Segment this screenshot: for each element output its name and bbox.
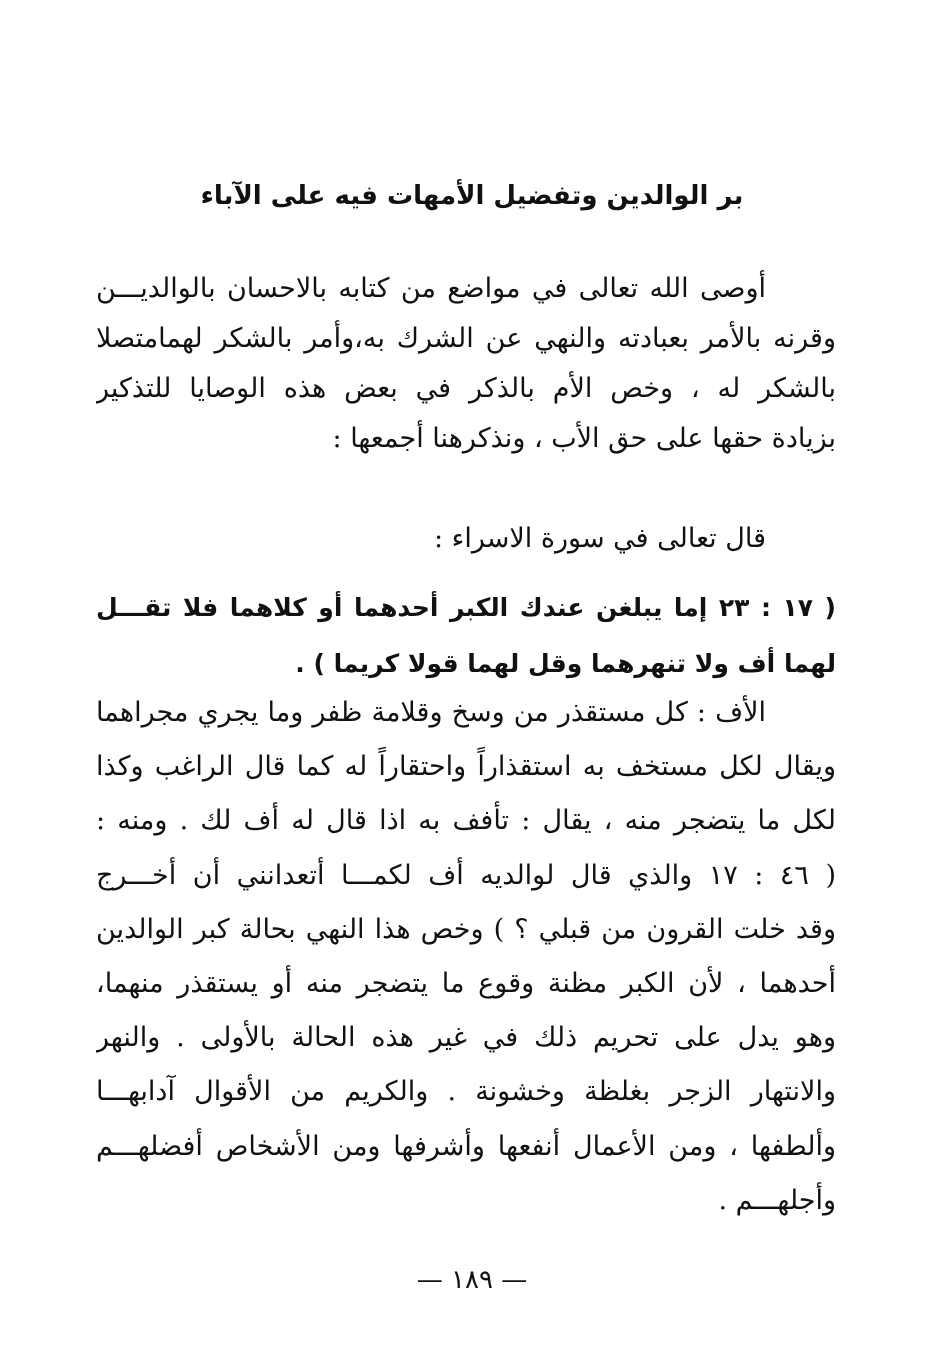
verse-line: لهما أف ولا تنهرهما وقل لهما قولا كريما ) . — [295, 649, 836, 678]
text-line: ( ٤٦ : ١٧ والذي قال لوالديه أف لكمـــا أتعدانني أن أخـــرج — [96, 859, 836, 891]
text-line: وأجلهـــم . — [718, 1184, 836, 1216]
explanation-paragraph — [96, 686, 836, 1228]
text-line: قال تعالى في سورة الاسراء : — [433, 523, 766, 554]
text-line: لكل ما يتضجر منه ، يقال : تأفف به اذا قال له أف لك . ومنه : — [96, 805, 836, 837]
page-title: بر الوالدين وتفضيل الأمهات فيه على الآباء — [200, 181, 744, 211]
quran-verse — [96, 580, 836, 692]
intro-paragraph — [96, 264, 836, 464]
text-line: وهو يدل على تحريم ذلك في غير هذه الحالة بالأولى . والنهر — [96, 1022, 836, 1054]
text-line: أوصى الله تعالى في مواضع من كتابه بالاحسان بالوالديـــن — [96, 273, 766, 304]
text-line: بزيادة حقها على حق الأب ، ونذكرهنا أجمعها : — [332, 423, 836, 454]
verse-line: ( ١٧ : ٢٣ إما يبلغن عندك الكبر أحدهما أو كلاهما فلا تقـــل — [96, 593, 836, 622]
text-line: ويقال لكل مستخف به استقذاراً واحتقاراً له كما قال الراغب وكذا — [96, 751, 836, 783]
quote-lead-paragraph — [96, 514, 836, 564]
text-line: أحدهما ، لأن الكبر مظنة وقوع ما يتضجر منه أو يستقذر منهما، — [96, 967, 836, 999]
page-number: — ١٨٩ — — [416, 1265, 528, 1295]
text-line: وألطفها ، ومن الأعمال أنفعها وأشرفها ومن الأشخاص أفضلهـــم — [96, 1130, 836, 1162]
text-line: والانتهار الزجر بغلظة وخشونة . والكريم من الأقوال آدابهـــا — [96, 1076, 836, 1108]
text-line: الأف : كل مستقذر من وسخ وقلامة ظفر وما يجري مجراهما — [96, 697, 766, 728]
text-line: وقد خلت القرون من قبلي ؟ ) وخص هذا النهي بحالة كبر الوالدين — [96, 913, 836, 945]
text-line: وقرنه بالأمر بعبادته والنهي عن الشرك به،وأمر بالشكر لهمامتصلا — [96, 323, 836, 354]
text-line: بالشكر له ، وخص الأم بالذكر في بعض هذه الوصايا للتذكير — [96, 373, 836, 404]
